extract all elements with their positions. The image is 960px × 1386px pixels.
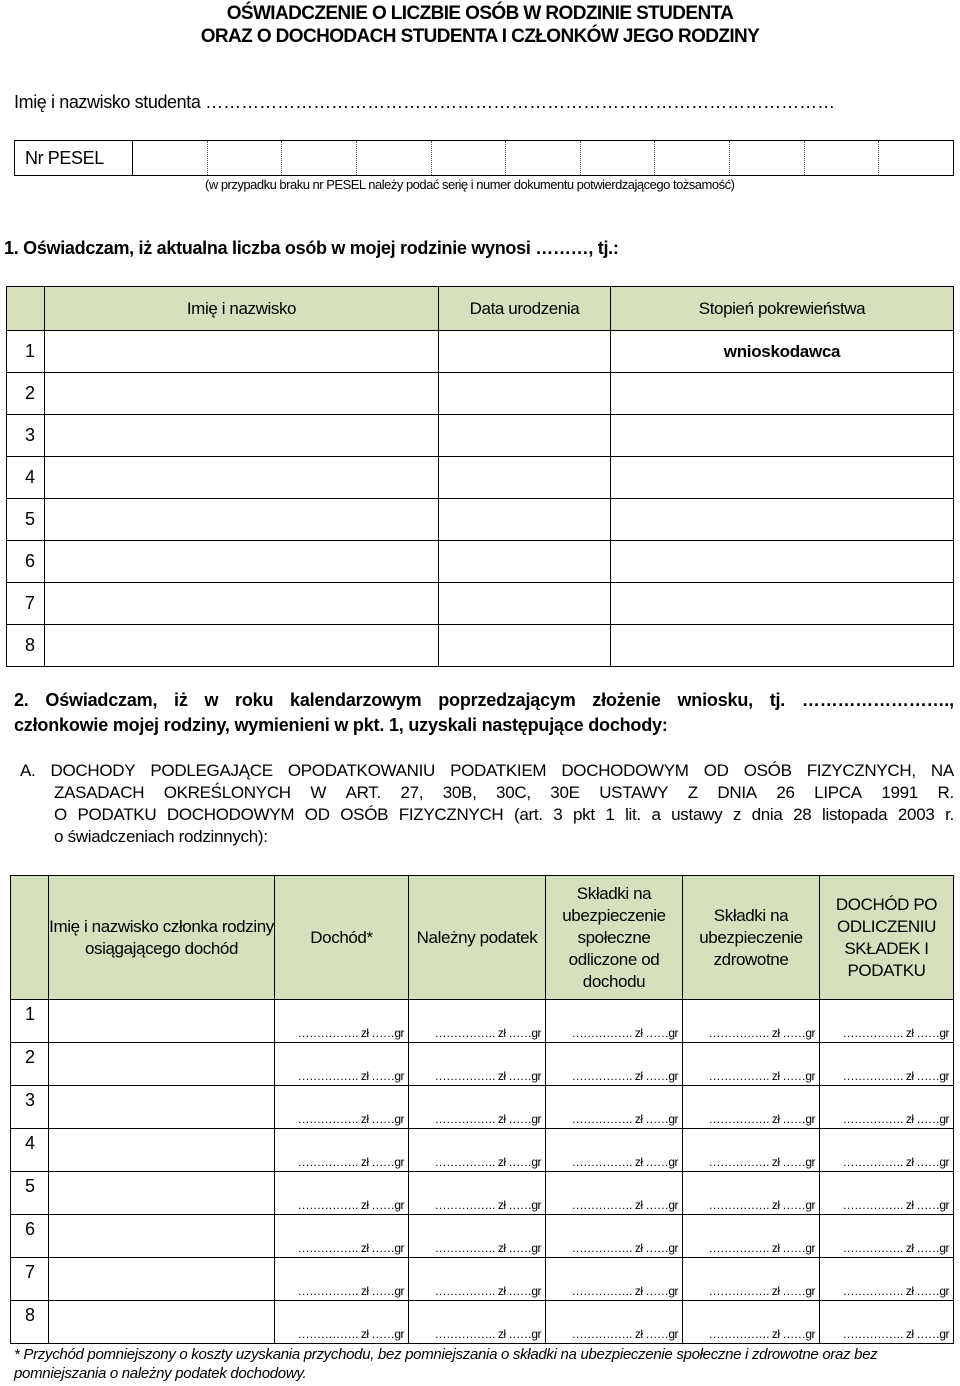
pesel-digit-11[interactable] <box>879 141 953 175</box>
family-row <box>7 331 954 373</box>
word: A. <box>20 761 36 780</box>
income-row <box>11 1301 954 1344</box>
word: 2. <box>14 690 29 710</box>
word: FIZYCZNYCH <box>398 805 504 824</box>
income-member-cell[interactable] <box>49 1301 275 1344</box>
social-contrib-cell[interactable]: ……………. zł ……gr <box>546 1129 683 1172</box>
word: iż <box>174 690 188 710</box>
family-row <box>7 499 954 541</box>
income-row <box>11 1215 954 1258</box>
social-contrib-cell[interactable]: ……………. zł ……gr <box>546 1000 683 1043</box>
word: 1991 <box>881 783 918 802</box>
family-header-num <box>7 287 45 331</box>
income-table <box>10 875 954 1344</box>
family-table-header <box>7 287 954 331</box>
form-title-line1: OŚWIADCZENIE O LICZBIE OSÓB W RODZINIE STUDENTA <box>226 3 734 24</box>
health-contrib-cell[interactable]: ……………. zł ……gr <box>683 1129 820 1172</box>
word: PODATKIEM <box>450 761 547 780</box>
family-name-cell[interactable] <box>45 541 439 583</box>
word: dnia <box>751 805 783 824</box>
footnote-line1: * Przychód pomniejszony o koszty uzyskania przychodu, bez pomniejszania o składki na ubezpieczenie społeczne i zdrowotne oraz bez <box>14 1346 878 1363</box>
pesel-digit-6[interactable] <box>506 141 581 175</box>
family-row <box>7 541 954 583</box>
income-member-cell[interactable] <box>49 1043 275 1086</box>
section1-statement: 1. Oświadczam, iż aktualna liczba osób w mojej rodzinie wynosi ………, tj.: <box>4 238 619 258</box>
health-contrib-cell[interactable]: ……………. zł ……gr <box>683 1301 820 1344</box>
net-income-cell[interactable]: ……………. zł ……gr <box>820 1043 954 1086</box>
health-contrib-cell[interactable]: ……………. zł ……gr <box>683 1215 820 1258</box>
income-amount-cell[interactable]: ……………. zł ……gr <box>275 1043 409 1086</box>
pesel-digit-9[interactable] <box>730 141 805 175</box>
net-income-cell[interactable]: ……………. zł ……gr <box>820 1129 954 1172</box>
footnote-line2: pomniejszania o należny podatek dochodowy. <box>14 1365 307 1382</box>
social-contrib-cell[interactable]: ……………. zł ……gr <box>546 1086 683 1129</box>
word: pkt <box>573 805 595 824</box>
income-header-social: Składki na ubezpieczenie społeczne odliczone od dochodu <box>546 876 683 1000</box>
word: 26 <box>776 783 795 802</box>
word: PODLEGAJĄCE <box>150 761 273 780</box>
word: DNIA <box>717 783 757 802</box>
word: 28 <box>793 805 812 824</box>
word: Z <box>687 783 698 802</box>
family-row-num: 5 <box>7 499 45 541</box>
tax-amount-cell[interactable]: ……………. zł ……gr <box>409 1043 546 1086</box>
income-row-num: 6 <box>11 1215 49 1258</box>
family-row <box>7 415 954 457</box>
family-table <box>6 286 954 667</box>
word: tj. <box>769 690 786 710</box>
family-name-cell[interactable] <box>45 499 439 541</box>
pesel-digit-8[interactable] <box>655 141 730 175</box>
sectionA-heading <box>20 760 954 848</box>
family-row-num: 8 <box>7 625 45 667</box>
social-contrib-cell[interactable]: ……………. zł ……gr <box>546 1043 683 1086</box>
net-income-cell[interactable]: ……………. zł ……gr <box>820 1172 954 1215</box>
family-row-num: 1 <box>7 331 45 373</box>
sectionA-line2 <box>20 782 954 804</box>
social-contrib-cell[interactable]: ……………. zł ……gr <box>546 1172 683 1215</box>
family-relation-cell[interactable] <box>611 541 954 583</box>
word: 30B, <box>442 783 477 802</box>
social-contrib-cell[interactable]: ……………. zł ……gr <box>546 1258 683 1301</box>
student-name-dots: …………………………………………………………………………………………… <box>205 92 836 112</box>
word: złożenie <box>592 690 661 710</box>
family-relation-cell[interactable] <box>611 583 954 625</box>
tax-amount-cell[interactable]: ……………. zł ……gr <box>409 1172 546 1215</box>
tax-amount-cell[interactable]: ……………. zł ……gr <box>409 1000 546 1043</box>
word: DOCHODOWYM <box>166 805 295 824</box>
family-birthdate-cell[interactable] <box>439 583 611 625</box>
income-member-cell[interactable] <box>49 1000 275 1043</box>
word: ART. <box>345 783 381 802</box>
income-row <box>11 1043 954 1086</box>
word: lit. <box>625 805 641 824</box>
income-row-num: 2 <box>11 1043 49 1086</box>
income-row-num: 5 <box>11 1172 49 1215</box>
income-amount-cell[interactable]: ……………. zł ……gr <box>275 1301 409 1344</box>
income-header-net: DOCHÓD PO ODLICZENIU SKŁADEK I PODATKU <box>820 876 954 1000</box>
family-name-cell[interactable] <box>45 415 439 457</box>
sectionA-line3 <box>20 804 954 826</box>
income-row-num: 4 <box>11 1129 49 1172</box>
word: OD <box>703 761 729 780</box>
income-amount-cell[interactable]: ……………. zł ……gr <box>275 1129 409 1172</box>
family-name-cell[interactable] <box>45 625 439 667</box>
family-birthdate-cell[interactable] <box>439 541 611 583</box>
family-row <box>7 583 954 625</box>
income-table-header <box>11 876 954 1000</box>
family-relation-cell[interactable] <box>611 457 954 499</box>
word: ……………………., <box>801 690 954 710</box>
income-amount-cell[interactable]: ……………. zł ……gr <box>275 1258 409 1301</box>
income-member-cell[interactable] <box>49 1172 275 1215</box>
footnote <box>14 1345 956 1383</box>
family-row <box>7 373 954 415</box>
family-row-num: 2 <box>7 373 45 415</box>
student-name-field[interactable] <box>14 92 835 113</box>
net-income-cell[interactable]: ……………. zł ……gr <box>820 1258 954 1301</box>
word: ustawy <box>671 805 723 824</box>
word: DOCHODOWYM <box>561 761 689 780</box>
family-name-cell[interactable] <box>45 373 439 415</box>
income-row <box>11 1172 954 1215</box>
income-member-cell[interactable] <box>49 1215 275 1258</box>
word: OD <box>304 805 330 824</box>
income-header-health: Składki na ubezpieczenie zdrowotne <box>683 876 820 1000</box>
word: FIZYCZNYCH, <box>806 761 916 780</box>
family-relation-cell[interactable] <box>611 415 954 457</box>
word: (art. <box>513 805 543 824</box>
income-header-member: Imię i nazwisko członka rodziny osiągającego dochód <box>49 876 275 1000</box>
family-relation-cell[interactable] <box>611 625 954 667</box>
income-row <box>11 1086 954 1129</box>
income-row <box>11 1000 954 1043</box>
word: R. <box>937 783 954 802</box>
word: O <box>54 805 67 824</box>
income-member-cell[interactable] <box>49 1258 275 1301</box>
pesel-digit-7[interactable] <box>581 141 656 175</box>
family-row <box>7 457 954 499</box>
word: OKREŚLONYCH <box>163 783 291 802</box>
sectionA-line4: o świadczeniach rodzinnych): <box>54 827 268 846</box>
family-name-cell[interactable] <box>45 331 439 373</box>
word: wniosku, <box>677 690 753 710</box>
family-header-relation: Stopień pokrewieństwa <box>611 287 954 331</box>
income-header-income: Dochód* <box>275 876 409 1000</box>
income-amount-cell[interactable]: ……………. zł ……gr <box>275 1172 409 1215</box>
family-row-num: 4 <box>7 457 45 499</box>
family-birthdate-cell[interactable] <box>439 499 611 541</box>
family-header-name: Imię i nazwisko <box>45 287 439 331</box>
family-birthdate-cell[interactable] <box>439 331 611 373</box>
income-row-num: 1 <box>11 1000 49 1043</box>
income-amount-cell[interactable]: ……………. zł ……gr <box>275 1215 409 1258</box>
pesel-digit-5[interactable] <box>432 141 507 175</box>
health-contrib-cell[interactable]: ……………. zł ……gr <box>683 1258 820 1301</box>
family-birthdate-cell[interactable] <box>439 457 611 499</box>
net-income-cell[interactable]: ……………. zł ……gr <box>820 1215 954 1258</box>
pesel-digit-2[interactable] <box>208 141 283 175</box>
word: poprzedzającym <box>438 690 576 710</box>
word: 27, <box>400 783 424 802</box>
word: listopada <box>821 805 888 824</box>
tax-amount-cell[interactable]: ……………. zł ……gr <box>409 1215 546 1258</box>
income-row-num: 7 <box>11 1258 49 1301</box>
section2-line2: członkowie mojej rodziny, wymienieni w pkt. 1, uzyskali następujące dochody: <box>14 715 668 735</box>
income-member-cell[interactable] <box>49 1086 275 1129</box>
family-header-birthdate: Data urodzenia <box>439 287 611 331</box>
income-header-tax: Należny podatek <box>409 876 546 1000</box>
word: 30C, <box>496 783 531 802</box>
family-birthdate-cell[interactable] <box>439 373 611 415</box>
word: LIPCA <box>814 783 862 802</box>
word: OSÓB <box>743 761 792 780</box>
net-income-cell[interactable]: ……………. zł ……gr <box>820 1086 954 1129</box>
word: 2003 <box>897 805 935 824</box>
tax-amount-cell[interactable]: ……………. zł ……gr <box>409 1258 546 1301</box>
health-contrib-cell[interactable]: ……………. zł ……gr <box>683 1086 820 1129</box>
social-contrib-cell[interactable]: ……………. zł ……gr <box>546 1301 683 1344</box>
word: Oświadczam, <box>45 690 158 710</box>
tax-amount-cell[interactable]: ……………. zł ……gr <box>409 1129 546 1172</box>
family-name-cell[interactable] <box>45 583 439 625</box>
word: NA <box>930 761 954 780</box>
social-contrib-cell[interactable]: ……………. zł ……gr <box>546 1215 683 1258</box>
tax-amount-cell[interactable]: ……………. zł ……gr <box>409 1086 546 1129</box>
word: 30E <box>550 783 580 802</box>
net-income-cell[interactable]: ……………. zł ……gr <box>820 1000 954 1043</box>
income-header-num <box>11 876 49 1000</box>
net-income-cell[interactable]: ……………. zł ……gr <box>820 1301 954 1344</box>
income-member-cell[interactable] <box>49 1129 275 1172</box>
health-contrib-cell[interactable]: ……………. zł ……gr <box>683 1043 820 1086</box>
family-relation-cell[interactable] <box>611 499 954 541</box>
income-amount-cell[interactable]: ……………. zł ……gr <box>275 1000 409 1043</box>
section2-statement <box>14 688 954 738</box>
family-relation-cell[interactable] <box>611 373 954 415</box>
word: OSÓB <box>340 805 389 824</box>
family-relation-cell[interactable]: wnioskodawca <box>611 331 954 373</box>
word: w <box>204 690 219 710</box>
pesel-digit-10[interactable] <box>805 141 880 175</box>
family-birthdate-cell[interactable] <box>439 625 611 667</box>
word: PODATKU <box>77 805 157 824</box>
word: a <box>651 805 661 824</box>
word: roku <box>235 690 274 710</box>
pesel-digit-4[interactable] <box>357 141 432 175</box>
health-contrib-cell[interactable]: ……………. zł ……gr <box>683 1000 820 1043</box>
income-row-num: 8 <box>11 1301 49 1344</box>
family-row-num: 6 <box>7 541 45 583</box>
word: DOCHODY <box>50 761 136 780</box>
pesel-digit-3[interactable] <box>282 141 357 175</box>
section2-line1 <box>14 688 954 713</box>
family-row <box>7 625 954 667</box>
sectionA-line1 <box>20 760 954 782</box>
student-name-label: Imię i nazwisko studenta <box>14 92 201 112</box>
family-birthdate-cell[interactable] <box>439 415 611 457</box>
income-amount-cell[interactable]: ……………. zł ……gr <box>275 1086 409 1129</box>
word: z <box>732 805 742 824</box>
word: 3 <box>553 805 563 824</box>
form-title-line2: ORAZ O DOCHODACH STUDENTA I CZŁONKÓW JEGO RODZINY <box>200 26 760 47</box>
health-contrib-cell[interactable]: ……………. zł ……gr <box>683 1172 820 1215</box>
word: W <box>310 783 327 802</box>
word: kalendarzowym <box>290 690 422 710</box>
word: ZASADACH <box>54 783 145 802</box>
family-name-cell[interactable] <box>45 457 439 499</box>
word: OPODATKOWANIU <box>287 761 436 780</box>
income-row-num: 3 <box>11 1086 49 1129</box>
word: 1 <box>605 805 615 824</box>
pesel-box <box>14 140 954 176</box>
word: r. <box>945 805 954 824</box>
family-row-num: 7 <box>7 583 45 625</box>
pesel-label: Nr PESEL <box>15 141 133 175</box>
tax-amount-cell[interactable]: ……………. zł ……gr <box>409 1301 546 1344</box>
income-row <box>11 1258 954 1301</box>
family-row-num: 3 <box>7 415 45 457</box>
pesel-cells <box>133 141 953 175</box>
pesel-note: (w przypadku braku nr PESEL należy podać serię i numer dokumentu potwierdzającego tożsamość) <box>205 177 735 192</box>
word: USTAWY <box>599 783 669 802</box>
pesel-digit-1[interactable] <box>133 141 208 175</box>
income-row <box>11 1129 954 1172</box>
